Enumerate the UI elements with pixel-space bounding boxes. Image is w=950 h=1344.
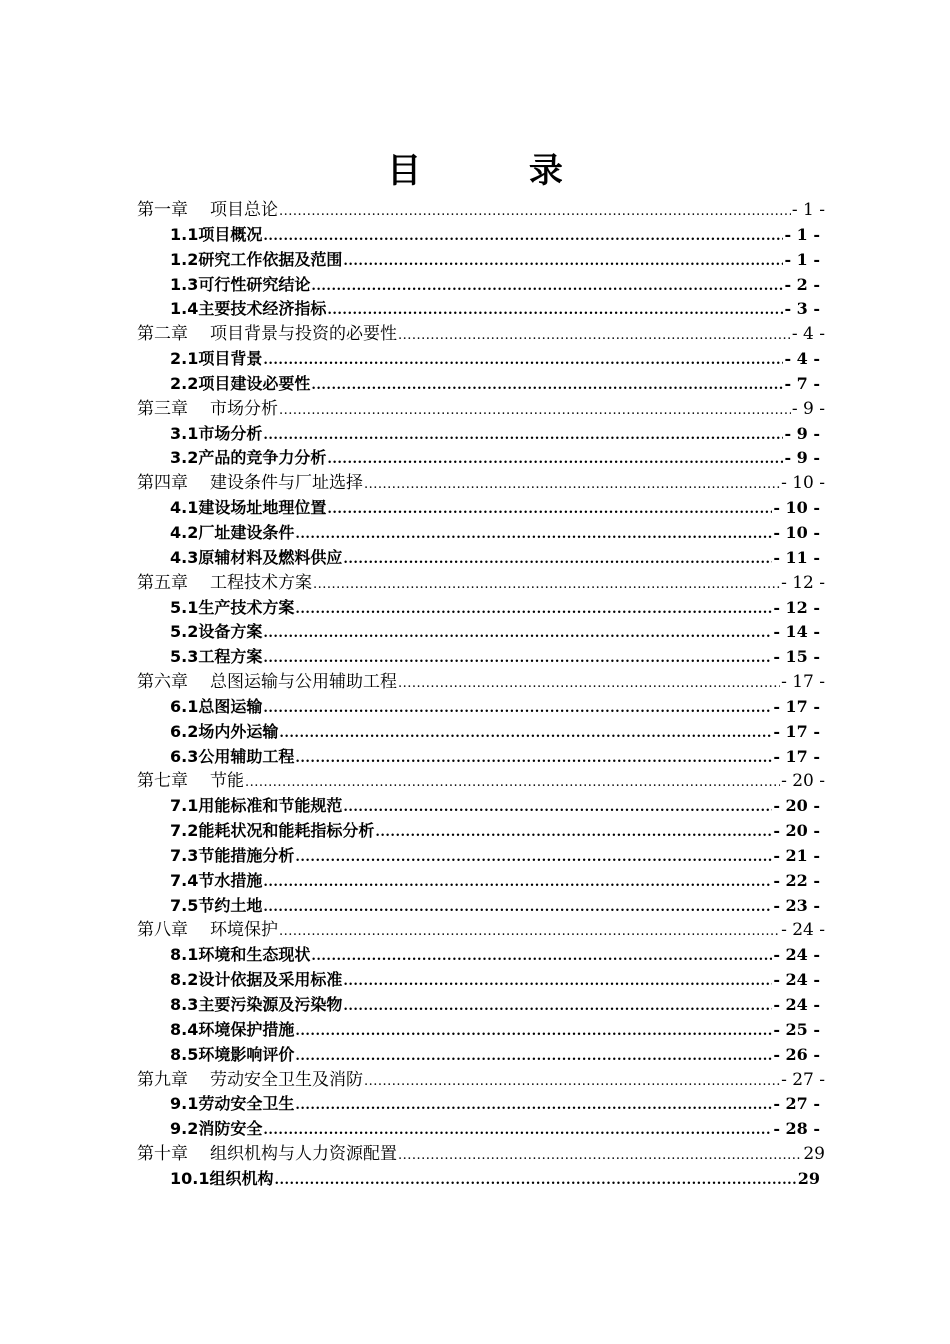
toc-section-entry[interactable] — [0, 745, 950, 770]
dot-leader — [263, 424, 783, 449]
chapter-title: 劳动安全卫生及消防 — [210, 1069, 363, 1090]
dot-leader — [313, 573, 780, 598]
toc-entry-label: 7.3节能措施分析 — [170, 845, 295, 865]
page-number: - 7 - — [784, 373, 820, 393]
chapter-title: 项目背景与投资的必要性 — [210, 324, 397, 345]
toc-entry-label: 7.1用能标准和节能规范 — [170, 796, 343, 816]
toc-chapter-entry[interactable] — [0, 1142, 950, 1167]
toc-entry-label: 7.4节水措施 — [170, 870, 263, 890]
toc-entry-line — [137, 571, 825, 598]
toc-entry-label — [137, 670, 397, 695]
toc-section-entry[interactable] — [0, 943, 950, 968]
page-number: - 12 - — [773, 597, 820, 617]
toc-entry-line — [170, 794, 820, 821]
toc-section-entry[interactable] — [0, 446, 950, 471]
dot-leader — [375, 821, 772, 846]
toc-entry-label — [137, 1068, 363, 1093]
chapter-title: 项目总论 — [210, 200, 278, 220]
toc-entry-label — [137, 571, 312, 596]
toc-section-entry[interactable] — [0, 546, 950, 571]
dot-leader — [263, 622, 772, 647]
toc-entry-line — [170, 521, 820, 548]
toc-entry-label: 5.1生产技术方案 — [170, 597, 295, 617]
page-number: - 23 - — [773, 895, 820, 915]
toc-entry-label: 6.3公用辅助工程 — [170, 746, 295, 766]
toc-entry-line — [137, 670, 825, 697]
dot-leader — [263, 349, 783, 374]
dot-leader — [263, 647, 772, 672]
toc-entry-label: 1.2研究工作依据及范围 — [170, 249, 343, 269]
toc-section-entry[interactable] — [0, 968, 950, 993]
toc-section-entry[interactable] — [0, 1018, 950, 1043]
toc-section-entry[interactable] — [0, 422, 950, 447]
toc-entry-label: 1.4主要技术经济指标 — [170, 299, 327, 319]
toc-entry-line — [170, 894, 820, 921]
toc-entry-line — [170, 1167, 820, 1194]
dot-leader — [279, 200, 791, 225]
page-number: - 17 - — [773, 721, 820, 741]
chapter-title: 组织机构与人力资源配置 — [210, 1144, 397, 1165]
toc-entry-line — [137, 397, 825, 424]
toc-entry-label: 7.2能耗状况和能耗指标分析 — [170, 821, 375, 841]
toc-entry-label: 6.1总图运输 — [170, 696, 263, 716]
page-number: - 10 - — [773, 522, 820, 542]
toc-entry-label: 9.1劳动安全卫生 — [170, 1094, 295, 1114]
toc-entry-line — [170, 248, 820, 275]
dot-leader — [263, 697, 772, 722]
toc-section-entry[interactable] — [0, 596, 950, 621]
toc-section-entry[interactable] — [0, 1043, 950, 1068]
toc-chapter-entry[interactable] — [0, 571, 950, 596]
page-number: - 24 - — [773, 970, 820, 990]
dot-leader — [398, 672, 780, 697]
toc-entry-label: 8.3主要污染源及污染物 — [170, 995, 343, 1014]
toc-section-entry[interactable] — [0, 521, 950, 546]
toc-entry-line — [170, 546, 820, 573]
toc-section-entry[interactable] — [0, 869, 950, 894]
page-number: - 11 - — [773, 547, 820, 567]
toc-entry-label: 4.1建设场址地理位置 — [170, 498, 327, 518]
dot-leader — [263, 1119, 772, 1144]
chapter-number: 第四章 — [137, 473, 188, 494]
page-number: - 20 - — [773, 796, 820, 816]
dot-leader — [343, 970, 772, 995]
toc-chapter-entry[interactable] — [0, 769, 950, 794]
page-number: - 26 - — [773, 1044, 820, 1064]
page-number: - 24 - — [781, 920, 825, 941]
toc-section-entry[interactable] — [0, 297, 950, 322]
chapter-title: 节能 — [210, 771, 244, 792]
toc-entry-label — [137, 1142, 397, 1167]
toc-chapter-entry[interactable] — [0, 1068, 950, 1093]
toc-entry-line — [137, 322, 825, 349]
toc-entry-line — [137, 769, 825, 796]
toc-entry-label: 4.3原辅材料及燃料供应 — [170, 547, 343, 567]
chapter-number: 第十章 — [137, 1144, 188, 1165]
page-number: - 17 - — [773, 746, 820, 766]
dot-leader — [295, 747, 772, 772]
dot-leader — [295, 846, 772, 871]
toc-entry-label: 9.2消防安全 — [170, 1119, 263, 1139]
toc-entry-line — [170, 496, 820, 523]
toc-entry-label: 8.2设计依据及采用标准 — [170, 970, 343, 990]
toc-entry-label: 2.2项目建设必要性 — [170, 373, 311, 393]
toc-entry-line — [170, 1092, 820, 1119]
dot-leader — [364, 1070, 780, 1095]
toc-section-entry[interactable] — [0, 273, 950, 298]
toc-entry-line — [170, 596, 820, 623]
dot-leader — [343, 250, 783, 275]
page-number: - 24 - — [773, 995, 820, 1014]
toc-entry-line — [170, 745, 820, 772]
chapter-number: 第二章 — [137, 324, 188, 345]
chapter-title: 环境保护 — [210, 920, 278, 941]
chapter-number: 第三章 — [137, 398, 188, 419]
toc-title: 目 录 — [387, 151, 611, 191]
toc-section-entry[interactable] — [0, 1167, 950, 1192]
chapter-title: 总图运输与公用辅助工程 — [210, 672, 397, 693]
toc-entry-label: 7.5节约土地 — [170, 895, 263, 915]
toc-entry-label: 6.2场内外运输 — [170, 721, 279, 741]
page-number: - 10 - — [773, 498, 820, 518]
toc-section-entry[interactable] — [0, 720, 950, 745]
toc-entry-line — [170, 1018, 820, 1045]
page-number: - 24 - — [773, 945, 820, 965]
toc-entry-line — [170, 297, 820, 324]
toc-entry-label — [137, 471, 363, 496]
toc-entry-label: 4.2厂址建设条件 — [170, 522, 295, 542]
toc-entry-label: 1.1项目概况 — [170, 224, 263, 244]
toc-entry-label: 3.1市场分析 — [170, 423, 263, 443]
chapter-number: 第六章 — [137, 672, 188, 693]
page-number: 29 — [797, 1168, 820, 1188]
toc-entry-label: 2.1项目背景 — [170, 349, 263, 369]
dot-leader — [343, 796, 772, 821]
dot-leader — [245, 771, 780, 796]
page-number: - 1 - — [784, 249, 820, 269]
toc-section-entry[interactable] — [0, 223, 950, 248]
dot-leader — [295, 1020, 772, 1045]
dot-leader — [279, 722, 772, 747]
page-number: - 25 - — [773, 1019, 820, 1039]
toc-entry-line — [170, 446, 820, 473]
toc-section-entry[interactable] — [0, 645, 950, 670]
dot-leader — [295, 1094, 772, 1119]
toc-entry-label: 8.4环境保护措施 — [170, 1019, 295, 1039]
dot-leader — [343, 548, 772, 573]
dot-leader — [295, 598, 772, 623]
toc-section-entry[interactable] — [0, 620, 950, 645]
toc-chapter-entry[interactable] — [0, 918, 950, 943]
toc-entry-line — [170, 943, 820, 970]
toc-entry-label — [137, 397, 278, 422]
dot-leader — [311, 275, 783, 300]
toc-entry-label — [137, 198, 278, 223]
page-number: - 17 - — [773, 696, 820, 716]
page-number: - 14 - — [773, 622, 820, 642]
toc-section-entry[interactable] — [0, 819, 950, 844]
toc-entry-label: 5.2设备方案 — [170, 622, 263, 642]
toc-entry-line — [170, 844, 820, 871]
dot-leader — [311, 374, 783, 399]
dot-leader — [343, 995, 772, 1020]
toc-section-entry[interactable] — [0, 993, 950, 1018]
toc-entry-line — [170, 645, 820, 672]
chapter-number: 第一章 — [137, 200, 188, 220]
dot-leader — [398, 324, 791, 349]
dot-leader — [311, 945, 772, 970]
page-number: - 1 - — [784, 224, 820, 244]
page-number: - 4 - — [791, 324, 825, 345]
toc-entry-line — [170, 223, 820, 250]
toc-entry-line — [137, 198, 825, 225]
toc-entry-line — [170, 819, 820, 846]
chapter-number: 第五章 — [137, 572, 188, 593]
page-number: - 21 - — [773, 845, 820, 865]
chapter-number: 第七章 — [137, 771, 188, 792]
toc-entry-label: 3.2产品的竞争力分析 — [170, 448, 327, 468]
chapter-title: 建设条件与厂址选择 — [210, 473, 363, 494]
page-number: - 12 - — [781, 572, 825, 593]
table-of-contents — [0, 198, 950, 1192]
page-number: - 20 - — [773, 821, 820, 841]
dot-leader — [398, 1144, 802, 1169]
toc-entry-line — [170, 695, 820, 722]
toc-section-entry[interactable] — [0, 794, 950, 819]
chapter-title: 工程技术方案 — [210, 572, 312, 593]
toc-entry-label: 10.1组织机构 — [170, 1168, 274, 1188]
toc-entry-line — [170, 968, 820, 995]
page-number: - 28 - — [773, 1119, 820, 1139]
page-number: - 1 - — [791, 200, 825, 220]
toc-entry-line — [170, 620, 820, 647]
dot-leader — [327, 448, 783, 473]
page-number: - 17 - — [781, 672, 825, 693]
page-number: - 9 - — [784, 448, 820, 468]
dot-leader — [327, 498, 772, 523]
toc-section-entry[interactable] — [0, 496, 950, 521]
toc-section-entry[interactable] — [0, 1117, 950, 1142]
page-number: - 20 - — [781, 771, 825, 792]
toc-chapter-entry[interactable] — [0, 198, 950, 223]
toc-chapter-entry[interactable] — [0, 670, 950, 695]
chapter-number: 第八章 — [137, 920, 188, 941]
toc-entry-label: 8.1环境和生态现状 — [170, 945, 311, 965]
toc-entry-line — [170, 993, 820, 1020]
page-number: - 4 - — [784, 349, 820, 369]
dot-leader — [295, 1045, 772, 1070]
toc-entry-line — [170, 1117, 820, 1144]
page-number: - 27 - — [773, 1094, 820, 1114]
dot-leader — [295, 523, 772, 548]
toc-entry-line — [137, 918, 825, 945]
toc-entry-line — [170, 1043, 820, 1070]
toc-section-entry[interactable] — [0, 1092, 950, 1117]
toc-entry-label — [137, 769, 244, 794]
toc-section-entry[interactable] — [0, 695, 950, 720]
toc-chapter-entry[interactable] — [0, 471, 950, 496]
toc-entry-label: 8.5环境影响评价 — [170, 1044, 295, 1064]
chapter-number: 第九章 — [137, 1069, 188, 1090]
dot-leader — [263, 896, 772, 921]
toc-entry-label — [137, 322, 397, 347]
toc-entry-line — [137, 1142, 825, 1169]
page-number: - 2 - — [784, 274, 820, 294]
page-number: - 9 - — [791, 398, 825, 419]
page-number: - 9 - — [784, 423, 820, 443]
page-number: - 10 - — [781, 473, 825, 494]
dot-leader — [364, 473, 780, 498]
dot-leader — [279, 399, 791, 424]
page-number: 29 — [803, 1144, 825, 1165]
toc-entry-label: 1.3可行性研究结论 — [170, 274, 311, 294]
toc-entry-line — [170, 422, 820, 449]
page-number: - 3 - — [784, 299, 820, 319]
toc-section-entry[interactable] — [0, 844, 950, 869]
dot-leader — [327, 299, 783, 324]
toc-entry-label — [137, 918, 278, 943]
toc-section-entry[interactable] — [0, 347, 950, 372]
toc-entry-line — [137, 471, 825, 498]
toc-section-entry[interactable] — [0, 894, 950, 919]
page-number: - 27 - — [781, 1069, 825, 1090]
toc-entry-line — [170, 720, 820, 747]
toc-entry-line — [170, 372, 820, 399]
page-number: - 15 - — [773, 647, 820, 667]
toc-chapter-entry[interactable] — [0, 397, 950, 422]
dot-leader — [279, 920, 780, 945]
toc-entry-label: 5.3工程方案 — [170, 647, 263, 667]
dot-leader — [263, 871, 772, 896]
toc-section-entry[interactable] — [0, 248, 950, 273]
page-number: - 22 - — [773, 870, 820, 890]
toc-entry-line — [170, 347, 820, 374]
chapter-title: 市场分析 — [210, 398, 278, 419]
toc-chapter-entry[interactable] — [0, 322, 950, 347]
toc-entry-line — [170, 273, 820, 300]
toc-section-entry[interactable] — [0, 372, 950, 397]
toc-entry-line — [170, 869, 820, 896]
dot-leader — [274, 1169, 796, 1194]
toc-entry-line — [137, 1068, 825, 1095]
dot-leader — [263, 225, 783, 250]
